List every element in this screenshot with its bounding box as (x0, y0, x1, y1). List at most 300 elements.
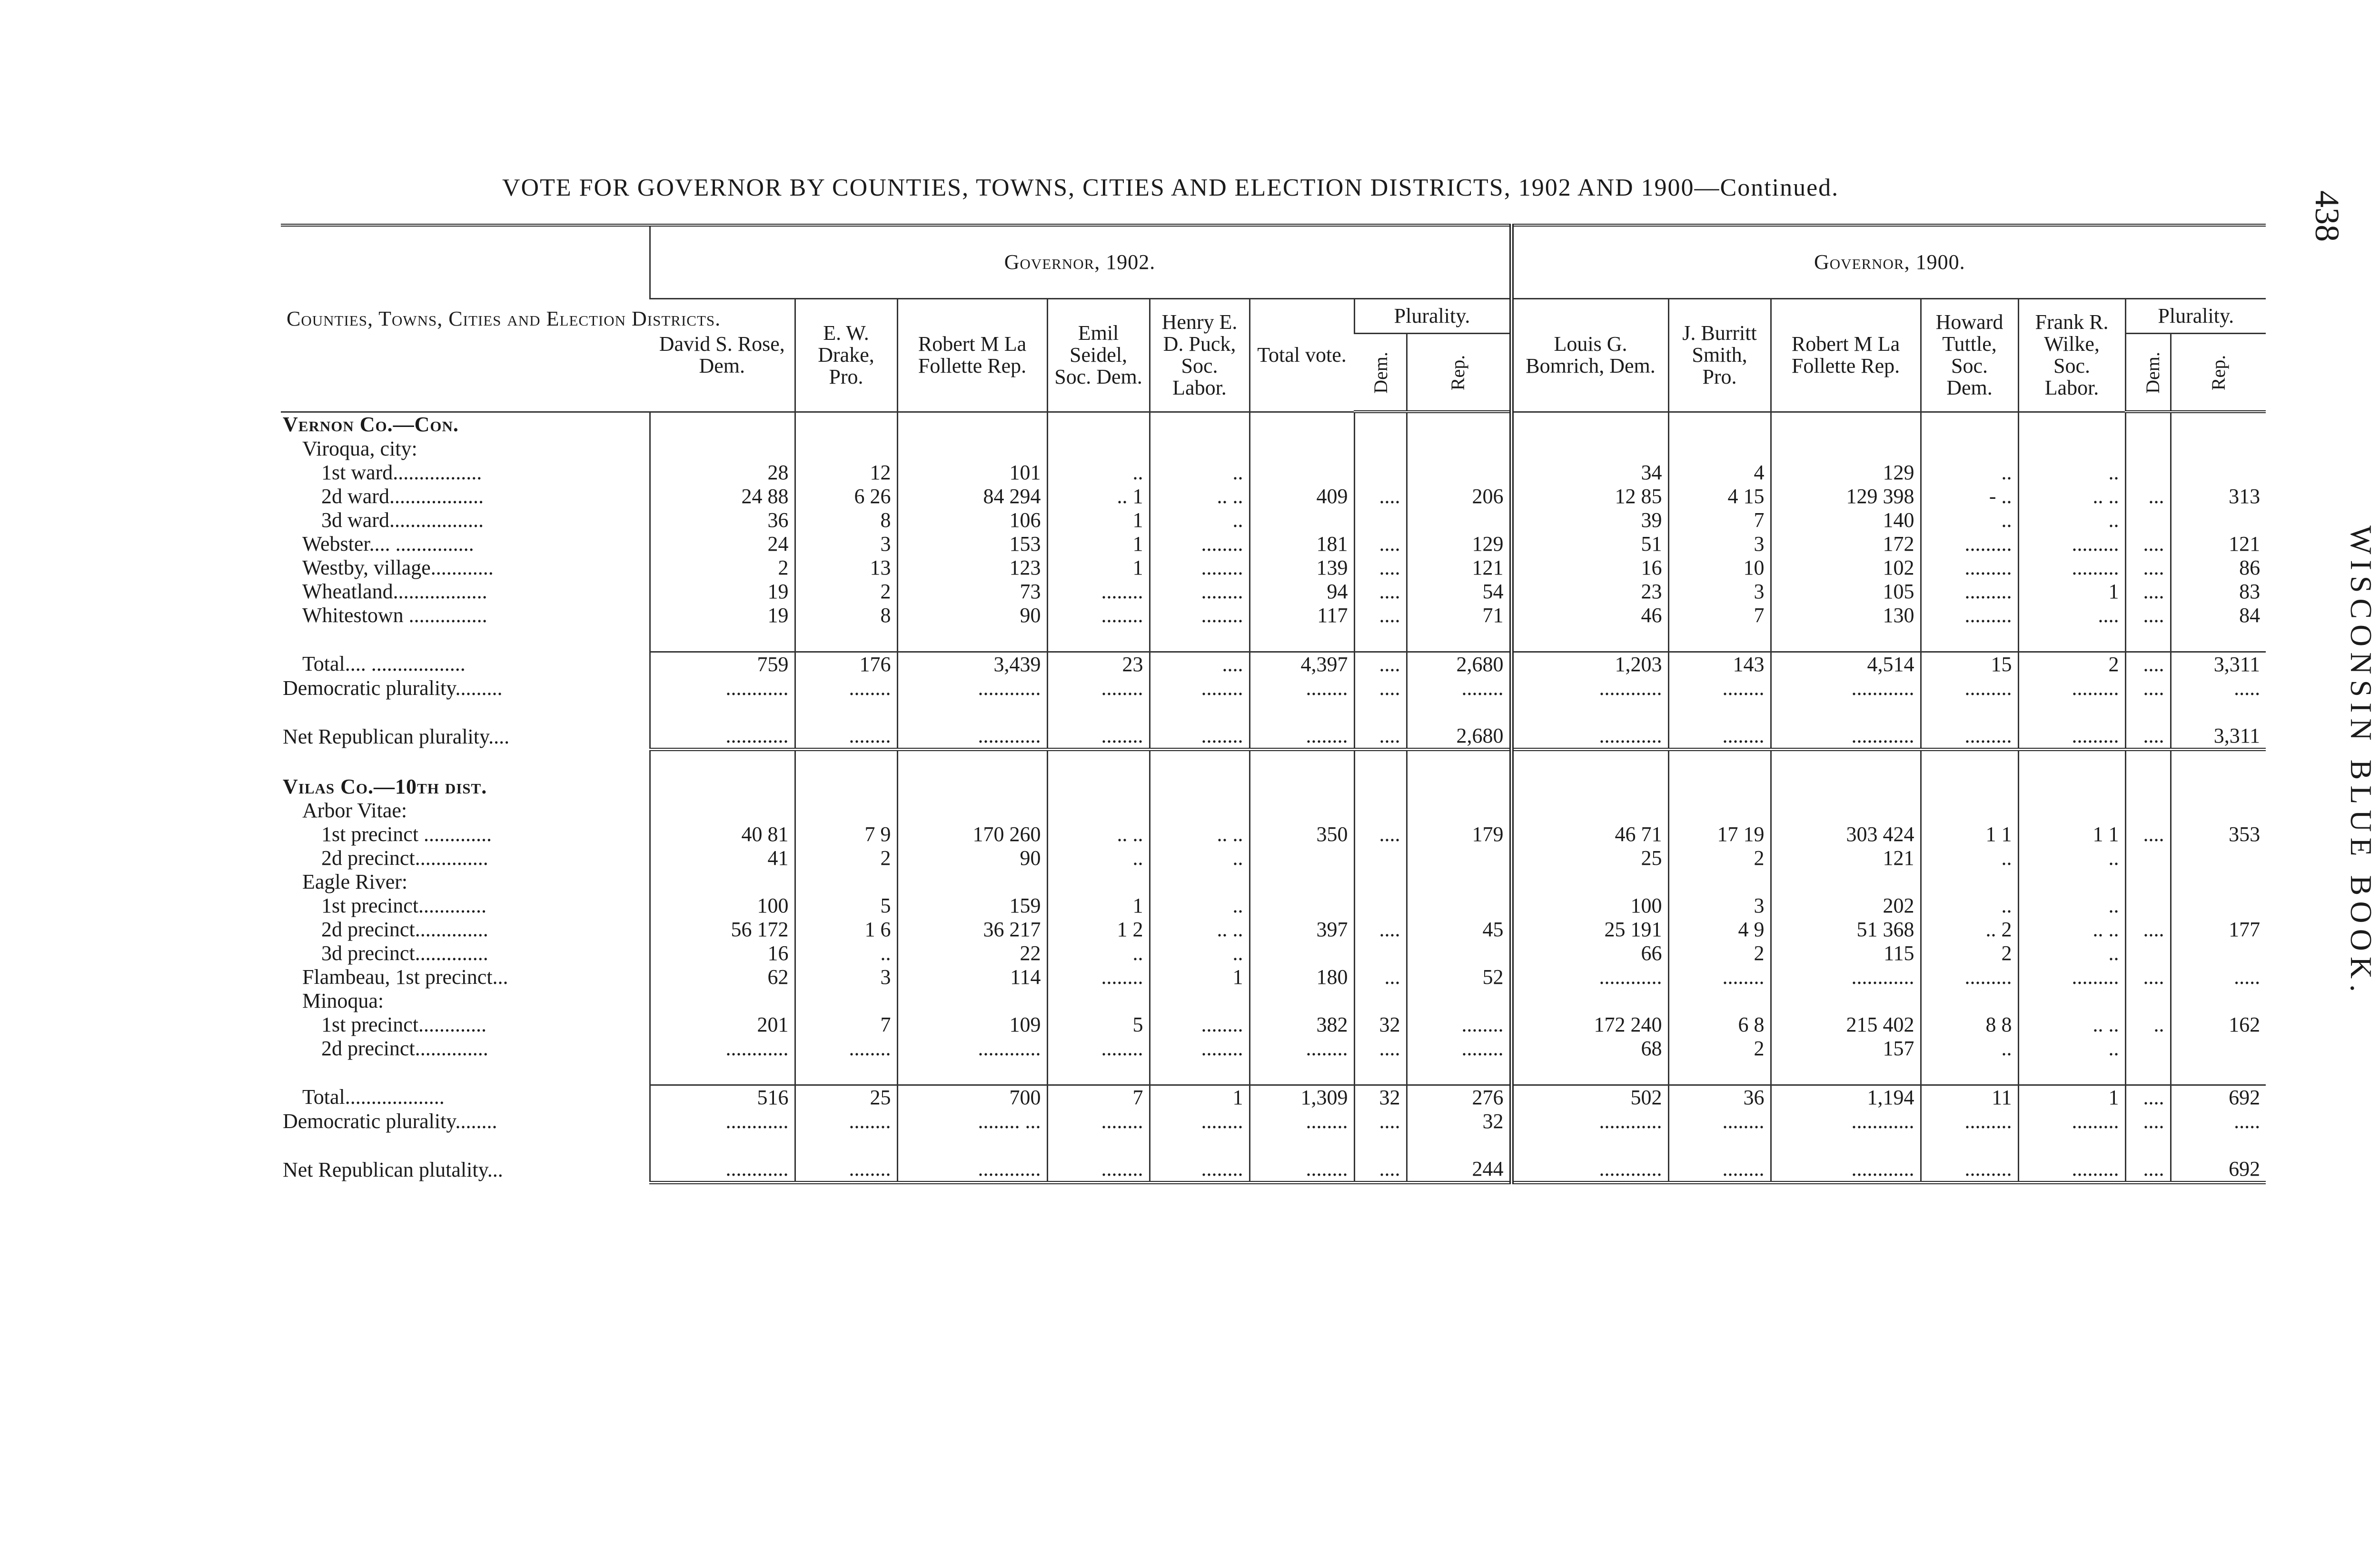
running-head: WISCONSIN BLUE BOOK. (2344, 525, 2378, 998)
cell: 32 (1354, 1013, 1407, 1037)
cell: 172 240 (1511, 1013, 1668, 1037)
cell: 201 (650, 1013, 795, 1037)
cell: 24 88 (650, 485, 795, 508)
cell: 177 (2171, 918, 2266, 941)
cell: ......... (2018, 532, 2125, 556)
cell: .... (1354, 1157, 1407, 1183)
cell: 12 (795, 461, 897, 485)
cell (1250, 846, 1354, 870)
cell (1511, 799, 1668, 823)
cell: 215 402 (1771, 1013, 1921, 1037)
cell: 46 (1511, 604, 1668, 627)
row-label: Net Republican plurality.... (283, 724, 510, 748)
row-label: Total.... .................. (302, 652, 466, 676)
cell: .... (1354, 676, 1407, 700)
cell (1150, 437, 1250, 461)
cell (1668, 870, 1771, 894)
cell: ........ (1668, 965, 1771, 989)
cell: 181 (1250, 532, 1354, 556)
cell: 313 (2171, 485, 2266, 508)
row-spacer (281, 700, 2266, 724)
cell: ........ (1150, 1157, 1250, 1183)
cell (1047, 989, 1150, 1013)
cell: 1 (1047, 556, 1150, 580)
cell: ........ (1250, 724, 1354, 750)
cell (1668, 437, 1771, 461)
row-spacer (281, 627, 2266, 652)
cell: 692 (2171, 1157, 2266, 1183)
cell: ... (2125, 485, 2171, 508)
cell: 3 (795, 965, 897, 989)
table-row (281, 1037, 2266, 1060)
cell: 102 (1771, 556, 1921, 580)
cell (1250, 775, 1354, 799)
cell: 114 (897, 965, 1047, 989)
cell: 7 (1668, 604, 1771, 627)
cell: .. (1150, 941, 1250, 965)
table-row (281, 941, 2266, 965)
cell: 4 15 (1668, 485, 1771, 508)
cell: .... (1354, 724, 1407, 750)
table-row (281, 508, 2266, 532)
cell: 121 (1771, 846, 1921, 870)
cell (1250, 508, 1354, 532)
cell: 700 (897, 1085, 1047, 1110)
row-label: 1st precinct ............. (321, 823, 492, 846)
cell: 139 (1250, 556, 1354, 580)
cell: 176 (795, 652, 897, 677)
cell: .. .. (2018, 485, 2125, 508)
cell: ........ (1047, 724, 1150, 750)
row-label: Flambeau, 1st precinct... (302, 965, 508, 989)
cell: .... (1354, 532, 1407, 556)
cell (1921, 437, 2018, 461)
cell: 276 (1407, 1085, 1511, 1110)
cell: 12 85 (1511, 485, 1668, 508)
cell: 172 (1771, 532, 1921, 556)
cell: .. 2 (1921, 918, 2018, 941)
cell: .... (1150, 652, 1250, 677)
cell (1250, 870, 1354, 894)
cell: ........ (795, 724, 897, 750)
cell (1047, 437, 1150, 461)
cell: 71 (1407, 604, 1511, 627)
cell: ............ (1771, 676, 1921, 700)
cell: .... (2125, 724, 2171, 750)
cell: ............ (1771, 1110, 1921, 1133)
cell (1150, 870, 1250, 894)
cell (2018, 412, 2125, 437)
cell: .. (2018, 508, 2125, 532)
cell (1668, 799, 1771, 823)
table-row (281, 1013, 2266, 1037)
cell: ........ (1668, 676, 1771, 700)
cell: .... (2125, 918, 2171, 941)
cell: ........ (1250, 1157, 1354, 1183)
cell: ........ (795, 676, 897, 700)
cell: ........ (1250, 1037, 1354, 1060)
cell: 100 (650, 894, 795, 918)
cell: ........ (1668, 1110, 1771, 1133)
cell: 121 (1407, 556, 1511, 580)
cell (2125, 799, 2171, 823)
cell: 3,439 (897, 652, 1047, 677)
cell: ........ ... (897, 1110, 1047, 1133)
cell: 32 (1354, 1085, 1407, 1110)
row-label: 3d precinct.............. (321, 941, 488, 965)
cell (2125, 870, 2171, 894)
cell: ........ (1150, 1037, 1250, 1060)
cell: 123 (897, 556, 1047, 580)
cell: 90 (897, 846, 1047, 870)
cell: 1,194 (1771, 1085, 1921, 1110)
cell: 129 398 (1771, 485, 1921, 508)
cell: ............ (650, 1037, 795, 1060)
col-total-vote: Total vote. (1250, 299, 1354, 412)
cell: ............ (1511, 676, 1668, 700)
cell: ............ (650, 676, 795, 700)
cell (1771, 870, 1921, 894)
cell (795, 412, 897, 437)
cell: 121 (2171, 532, 2266, 556)
table-row (281, 894, 2266, 918)
cell: ........ (1407, 1013, 1511, 1037)
cell (897, 870, 1047, 894)
cell: 8 (795, 604, 897, 627)
cell: .. (1921, 508, 2018, 532)
table-row (281, 580, 2266, 604)
cell: 382 (1250, 1013, 1354, 1037)
cell: .... (2125, 580, 2171, 604)
cell: 83 (2171, 580, 2266, 604)
cell: .... (1354, 485, 1407, 508)
row-label: Minoqua: (302, 989, 384, 1012)
table-row (281, 437, 2266, 461)
cell: 66 (1511, 941, 1668, 965)
cell: .... (1354, 1110, 1407, 1133)
cell: .... (2125, 652, 2171, 677)
cell: .... (1354, 580, 1407, 604)
cell: ........ (1150, 1013, 1250, 1037)
cell: .. (1921, 894, 2018, 918)
cell (1250, 461, 1354, 485)
cell (1407, 989, 1511, 1013)
row-label: 1st ward................. (321, 461, 482, 484)
cell (650, 989, 795, 1013)
cell: - .. (1921, 485, 2018, 508)
cell (2125, 461, 2171, 485)
cell: 25 (795, 1085, 897, 1110)
table-row (281, 775, 2266, 799)
cell: .. (2018, 941, 2125, 965)
cell (650, 775, 795, 799)
cell: ............ (1771, 1157, 1921, 1183)
cell (2018, 799, 2125, 823)
cell (2125, 989, 2171, 1013)
cell: 8 8 (1921, 1013, 2018, 1037)
plurality-1902-header: Plurality. (1354, 299, 1511, 334)
page-title: VOTE FOR GOVERNOR BY COUNTIES, TOWNS, CITIES AND ELECTION DISTRICTS, 1902 AND 1900—Continued. (502, 174, 1839, 201)
cell: 7 (1668, 508, 1771, 532)
cell (650, 870, 795, 894)
cell (1407, 412, 1511, 437)
col-bomrich: Louis G. Bomrich, Dem. (1511, 299, 1668, 412)
cell: 117 (1250, 604, 1354, 627)
cell: ........ (1047, 676, 1150, 700)
cell: .... (2125, 676, 2171, 700)
row-label: Vilas Co.—10th dist. (283, 775, 487, 798)
cell: ............ (897, 1157, 1047, 1183)
cell (1150, 412, 1250, 437)
table-row (281, 965, 2266, 989)
cell: ......... (1921, 676, 2018, 700)
cell: .. (2018, 894, 2125, 918)
cell: .. (1921, 1037, 2018, 1060)
cell: 36 217 (897, 918, 1047, 941)
cell: 350 (1250, 823, 1354, 846)
cell: 1 1 (2018, 823, 2125, 846)
cell: 36 (1668, 1085, 1771, 1110)
cell: 32 (1407, 1110, 1511, 1133)
table-row (281, 556, 2266, 580)
cell: ........ (795, 1157, 897, 1183)
cell: ........ (1047, 965, 1150, 989)
cell (1250, 799, 1354, 823)
cell (2018, 870, 2125, 894)
cell: 62 (650, 965, 795, 989)
cell: 1 (2018, 1085, 2125, 1110)
cell (795, 799, 897, 823)
col-lafollette-1900: Robert M La Follette Rep. (1771, 299, 1921, 412)
cell: ......... (2018, 556, 2125, 580)
cell: .... (2125, 1085, 2171, 1110)
cell: .. (1921, 461, 2018, 485)
cell: ............ (650, 1110, 795, 1133)
cell (897, 412, 1047, 437)
cell: 516 (650, 1085, 795, 1110)
cell: ......... (2018, 1157, 2125, 1183)
cell (1250, 989, 1354, 1013)
row-label: Webster.... ............... (302, 532, 474, 555)
cell: ............ (1771, 965, 1921, 989)
cell (2125, 437, 2171, 461)
cell: .. (1047, 846, 1150, 870)
cell: ......... (1921, 724, 2018, 750)
cell: .. (1150, 894, 1250, 918)
row-label: 3d ward.................. (321, 508, 484, 532)
cell: 6 26 (795, 485, 897, 508)
table-body (281, 412, 2266, 1183)
cell: ........ (1047, 1037, 1150, 1060)
cell: 73 (897, 580, 1047, 604)
cell (1354, 941, 1407, 965)
cell: 86 (2171, 556, 2266, 580)
cell: 2 (1668, 1037, 1771, 1060)
cell: 206 (1407, 485, 1511, 508)
cell: 51 368 (1771, 918, 1921, 941)
cell (2171, 461, 2266, 485)
row-label: 2d precinct.............. (321, 918, 488, 941)
cell: 109 (897, 1013, 1047, 1037)
row-label: Vernon Co.—Con. (283, 413, 459, 436)
cell: 16 (650, 941, 795, 965)
cell (897, 989, 1047, 1013)
table-row (281, 724, 2266, 750)
cell (1921, 775, 2018, 799)
cell (1771, 989, 1921, 1013)
row-label: 2d precinct.............. (321, 1037, 488, 1060)
cell: .... (2018, 604, 2125, 627)
cell: 7 (1047, 1085, 1150, 1110)
cell: .. (2018, 1037, 2125, 1060)
cell (1250, 437, 1354, 461)
table-row (281, 846, 2266, 870)
cell: 19 (650, 604, 795, 627)
cell: 179 (1407, 823, 1511, 846)
row-label: 2d precinct.............. (321, 846, 488, 870)
cell (1407, 775, 1511, 799)
cell (2171, 846, 2266, 870)
row-label: 2d ward.................. (321, 485, 484, 508)
cell: 202 (1771, 894, 1921, 918)
cell: 1,309 (1250, 1085, 1354, 1110)
cell: 4,514 (1771, 652, 1921, 677)
cell: ........ (1407, 1037, 1511, 1060)
table-row (281, 823, 2266, 846)
cell: 106 (897, 508, 1047, 532)
cell: ........ (1150, 1110, 1250, 1133)
cell: 5 (1047, 1013, 1150, 1037)
cell: 7 9 (795, 823, 897, 846)
cell: ........ (1150, 580, 1250, 604)
cell: ............ (897, 1037, 1047, 1060)
cell: 23 (1511, 580, 1668, 604)
cell: 3 (1668, 532, 1771, 556)
cell: 3,311 (2171, 652, 2266, 677)
cell: ........ (1150, 724, 1250, 750)
col-lafollette-1902: Robert M La Follette Rep. (897, 299, 1047, 412)
cell: 115 (1771, 941, 1921, 965)
cell: 46 71 (1511, 823, 1668, 846)
cell (1511, 437, 1668, 461)
cell: ......... (2018, 724, 2125, 750)
cell (897, 799, 1047, 823)
cell: 105 (1771, 580, 1921, 604)
cell: .. (1150, 846, 1250, 870)
cell (2125, 508, 2171, 532)
cell: 162 (2171, 1013, 2266, 1037)
cell: .. (1047, 941, 1150, 965)
cell (1668, 775, 1771, 799)
cell: ......... (1921, 580, 2018, 604)
cell: 303 424 (1771, 823, 1921, 846)
cell (1771, 412, 1921, 437)
cell: 140 (1771, 508, 1921, 532)
table-row (281, 799, 2266, 823)
cell: 34 (1511, 461, 1668, 485)
cell: .... (1354, 652, 1407, 677)
cell: ... (1354, 965, 1407, 989)
col-rep-1902: Rep. (1407, 334, 1511, 412)
cell (2125, 941, 2171, 965)
table-row (281, 532, 2266, 556)
row-label: Wheatland.................. (302, 580, 487, 603)
col-smith: J. Burritt Smith, Pro. (1668, 299, 1771, 412)
cell: 11 (1921, 1085, 2018, 1110)
cell: 19 (650, 580, 795, 604)
cell: ........ (1150, 676, 1250, 700)
cell: 2,680 (1407, 652, 1511, 677)
plurality-1900-header: Plurality. (2125, 299, 2266, 334)
cell: ............ (897, 724, 1047, 750)
col-wilke: Frank R. Wilke, Soc. Labor. (2018, 299, 2125, 412)
cell: 90 (897, 604, 1047, 627)
cell: 129 (1407, 532, 1511, 556)
cell: 3 (795, 532, 897, 556)
cell: .. .. (1047, 823, 1150, 846)
cell: .. (1150, 461, 1250, 485)
row-label: Arbor Vitae: (302, 799, 407, 822)
cell (2125, 894, 2171, 918)
cell: 2,680 (1407, 724, 1511, 750)
section-spacer (281, 750, 2266, 775)
cell: ........ (1250, 676, 1354, 700)
cell: .... (1354, 556, 1407, 580)
row-label: Net Republican plutality... (283, 1158, 503, 1181)
cell: ........ (1047, 1110, 1150, 1133)
cell: ............ (897, 676, 1047, 700)
cell: 1 6 (795, 918, 897, 941)
cell (650, 412, 795, 437)
cell: 4 (1668, 461, 1771, 485)
cell (1354, 437, 1407, 461)
cell: 129 (1771, 461, 1921, 485)
row-label: Whitestown ............... (302, 604, 487, 627)
cell: 52 (1407, 965, 1511, 989)
cell (2171, 894, 2266, 918)
cell: 1 (1047, 508, 1150, 532)
cell (1150, 799, 1250, 823)
cell: 54 (1407, 580, 1511, 604)
page-number: 438 (2308, 190, 2346, 242)
cell: ............ (1511, 724, 1668, 750)
cell: 51 (1511, 532, 1668, 556)
cell: 100 (1511, 894, 1668, 918)
row-label: Democratic plurality........ (283, 1110, 497, 1133)
cell (897, 437, 1047, 461)
cell (1250, 894, 1354, 918)
cell (1354, 894, 1407, 918)
cell: 1 (1047, 894, 1150, 918)
cell (2171, 508, 2266, 532)
cell: .... (2125, 1157, 2171, 1183)
cell: 39 (1511, 508, 1668, 532)
cell: ........ (1668, 1157, 1771, 1183)
cell: ........ (1047, 580, 1150, 604)
cell: ........ (1407, 676, 1511, 700)
table-row (281, 652, 2266, 677)
cell: 45 (1407, 918, 1511, 941)
cell: 2 (2018, 652, 2125, 677)
row-spacer (281, 1060, 2266, 1085)
cell: 1 1 (1921, 823, 2018, 846)
cell (1047, 775, 1150, 799)
cell: 2 (1668, 846, 1771, 870)
cell (795, 437, 897, 461)
cell (1354, 508, 1407, 532)
cell (1047, 799, 1150, 823)
cell (1047, 870, 1150, 894)
